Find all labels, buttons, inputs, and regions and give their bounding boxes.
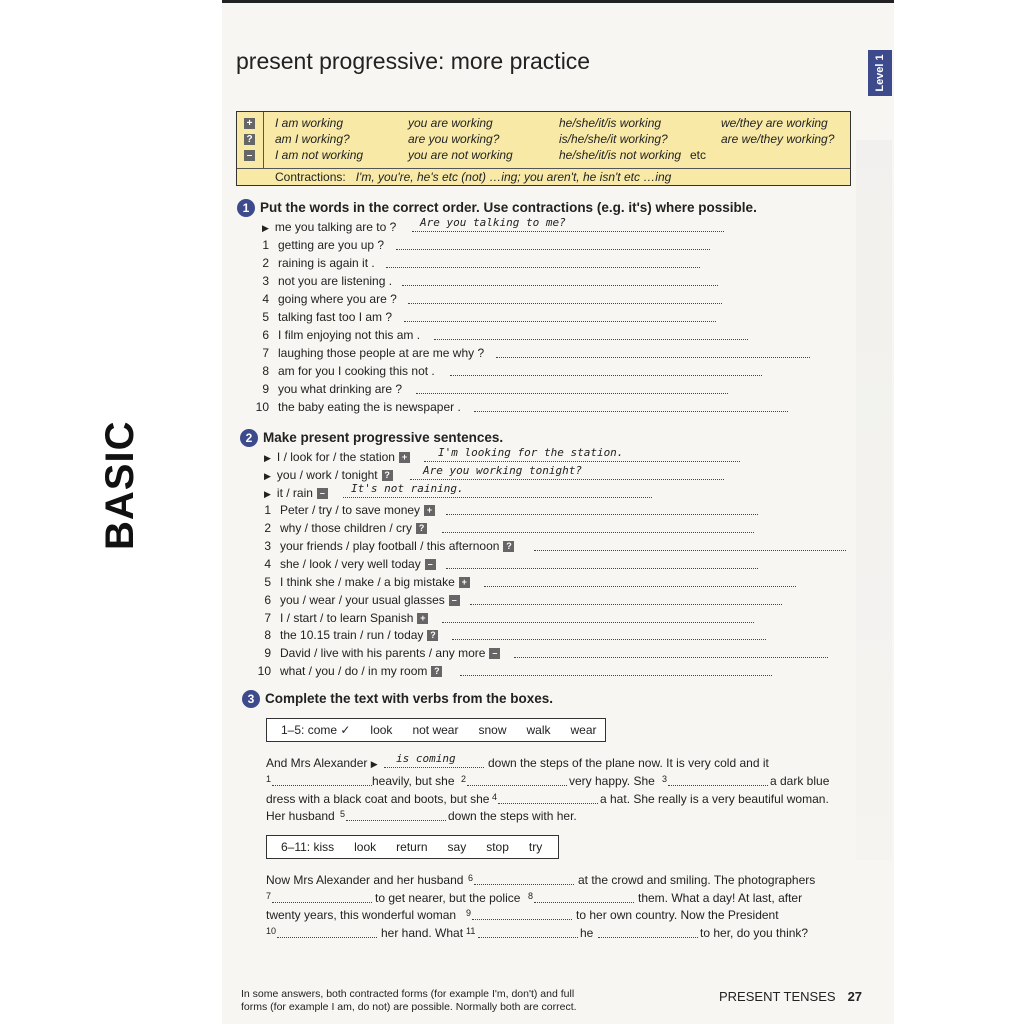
contractions-text: I'm, you're, he's etc (not) …ing; you aren't, he isn't etc …ing [355, 170, 672, 184]
item-number: 10 [257, 664, 271, 678]
answer-line[interactable] [416, 393, 728, 394]
answer-gap[interactable] [668, 785, 768, 786]
plus-marker-icon: + [417, 613, 428, 624]
word-box-1 [266, 718, 606, 742]
page-top-edge [222, 0, 894, 3]
gap-number: 7 [266, 891, 272, 901]
answer-line[interactable] [450, 375, 762, 376]
item-prompt-text: the 10.15 train / run / today [280, 628, 424, 642]
exercise-2-example [264, 486, 328, 500]
exercise-2-example [264, 468, 393, 482]
contractions-label: Contractions: [275, 170, 346, 184]
question-marker-icon: ? [427, 630, 438, 641]
item-prompt-text: you / wear / your usual glasses [280, 593, 445, 607]
answer-gap[interactable] [467, 785, 567, 786]
text-line [266, 756, 384, 770]
table-cell: am I working? [275, 132, 350, 146]
item-prompt [280, 557, 436, 571]
answer-line[interactable] [446, 514, 758, 515]
footer-note-line: In some answers, both contracted forms (for example I'm, don't) and full [241, 988, 575, 1000]
text-segment: very happy. She [569, 774, 655, 788]
question-marker-icon: ? [382, 470, 393, 481]
item-number: 6 [262, 328, 269, 342]
answer-gap[interactable] [498, 803, 598, 804]
item-prompt: I film enjoying not this am . [278, 328, 421, 342]
example-arrow-icon: ▶ [262, 223, 269, 233]
text-segment: dress with a black coat and boots, but she [266, 792, 490, 806]
item-number: 9 [262, 382, 269, 396]
text-segment: her hand. What [381, 926, 464, 940]
gap-number: 9 [466, 908, 472, 918]
item-prompt: the baby eating the is newspaper . [278, 400, 461, 414]
item-number: 4 [262, 292, 269, 306]
answer-line [384, 767, 484, 768]
item-prompt-text: I / start / to learn Spanish [280, 611, 414, 625]
plus-marker-icon: + [424, 505, 435, 516]
bleed-through-shadow [856, 140, 892, 860]
answer-line [412, 231, 724, 232]
text-segment: down the steps of the plane now. It is very cold and it [488, 756, 769, 770]
item-prompt-text: why / those children / cry [280, 521, 413, 535]
text-segment: Now Mrs Alexander and her husband [266, 873, 464, 887]
item-number: 8 [262, 364, 269, 378]
text-segment: twenty years, this wonderful woman [266, 908, 457, 922]
item-prompt-text: what / you / do / in my room [280, 664, 428, 678]
answer-line[interactable] [470, 604, 782, 605]
contractions-row [275, 170, 671, 184]
gap-number: 2 [461, 774, 467, 784]
item-number: 4 [264, 557, 271, 571]
item-prompt [280, 593, 460, 607]
word-box-item: return [396, 840, 428, 854]
table-cell: I am not working [275, 148, 364, 162]
level-tab [868, 50, 892, 96]
answer-line[interactable] [442, 622, 754, 623]
minus-marker-icon: – [317, 488, 328, 499]
answer-line[interactable] [514, 657, 828, 658]
item-prompt: laughing those people at are me why ? [278, 346, 485, 360]
example-answer: I'm looking for the station. [438, 446, 624, 459]
text-segment: at the crowd and smiling. The photographers [578, 873, 816, 887]
text-segment: a hat. She really is a very beautiful woman. [600, 792, 829, 806]
example-answer: Are you working tonight? [423, 464, 582, 477]
answer-gap[interactable] [598, 937, 698, 938]
table-cell: he/she/it/is working [559, 116, 662, 130]
text-segment: to get nearer, but the police [375, 891, 521, 905]
answer-line[interactable] [446, 568, 758, 569]
item-prompt: you what drinking are ? [278, 382, 403, 396]
gap-number: 5 [340, 809, 346, 819]
answer-line [343, 497, 652, 498]
exercise-1-number: 1 [237, 199, 255, 217]
answer-gap[interactable] [272, 785, 372, 786]
exercise-1-heading: Put the words in the correct order. Use contractions (e.g. it's) where possible. [260, 200, 757, 215]
answer-gap[interactable] [346, 820, 446, 821]
item-prompt [280, 646, 500, 660]
word-box-item: wear [570, 723, 597, 737]
example-answer: is coming [396, 752, 456, 765]
answer-line[interactable] [442, 532, 754, 533]
exercise-3-number: 3 [242, 690, 260, 708]
table-cell: you are not working [408, 148, 513, 162]
text-segment: them. What a day! At last, after [638, 891, 803, 905]
item-prompt [280, 611, 428, 625]
gap-number: 8 [528, 891, 534, 901]
item-prompt-text: Peter / try / to save money [280, 503, 421, 517]
example-answer: It's not raining. [351, 482, 464, 495]
section-name: PRESENT TENSES [719, 989, 836, 1004]
answer-line[interactable] [452, 639, 766, 640]
question-marker-icon: ? [416, 523, 427, 534]
answer-line [424, 461, 740, 462]
table-cell: I am working [275, 116, 344, 130]
item-number: 2 [262, 256, 269, 270]
answer-line[interactable] [396, 249, 710, 250]
page-number: 27 [847, 989, 863, 1004]
level-tab-label: Level 1 [874, 54, 886, 92]
text-segment: to her own country. Now the President [576, 908, 779, 922]
item-prompt [280, 575, 470, 589]
answer-line[interactable] [474, 411, 788, 412]
text-segment: he [580, 926, 594, 940]
answer-gap[interactable] [277, 937, 377, 938]
item-prompt [280, 628, 438, 642]
example-arrow-icon: ▶ [264, 471, 271, 481]
item-number: 3 [262, 274, 269, 288]
table-cell: is/he/she/it working? [559, 132, 668, 146]
item-prompt: talking fast too I am ? [278, 310, 393, 324]
item-number: 7 [264, 611, 271, 625]
answer-line[interactable] [386, 267, 700, 268]
table-cell: are we/they working? [721, 132, 835, 146]
text-segment: And Mrs Alexander [266, 756, 371, 770]
text-segment: a dark blue [770, 774, 830, 788]
answer-gap[interactable] [272, 902, 372, 903]
page-title: present progressive: more practice [236, 48, 591, 74]
answer-gap[interactable] [534, 902, 634, 903]
footer-note-line: forms (for example I am, do not) are possible. Normally both are correct. [241, 1001, 577, 1013]
word-box-item: walk [526, 723, 551, 737]
item-number: 2 [264, 521, 271, 535]
minus-marker-icon: – [489, 648, 500, 659]
answer-line[interactable] [496, 357, 810, 358]
gap-number: 1 [266, 774, 272, 784]
word-box-2 [266, 835, 559, 859]
text-segment: down the steps with her. [448, 809, 577, 823]
item-prompt: am for you I cooking this not . [278, 364, 435, 378]
item-prompt [280, 539, 514, 553]
plus-marker-icon: + [459, 577, 470, 588]
example-answer: Are you talking to me? [420, 216, 566, 229]
example-arrow-icon: ▶ [370, 759, 378, 769]
item-prompt [280, 503, 435, 517]
answer-gap[interactable] [478, 937, 578, 938]
answer-line[interactable] [434, 339, 748, 340]
word-box-item: try [528, 840, 543, 854]
word-box-item: 6–11: kiss [281, 840, 335, 854]
item-number: 1 [262, 238, 269, 252]
grammar-table [236, 111, 851, 186]
table-cell: etc [690, 148, 707, 162]
item-prompt: not you are listening . [278, 274, 393, 288]
footer-note [241, 988, 577, 1014]
gap-number: 4 [492, 792, 498, 802]
item-prompt-text: I think she / make / a big mistake [280, 575, 455, 589]
item-number: 5 [262, 310, 269, 324]
item-prompt-text: David / live with his parents / any more [280, 646, 486, 660]
gap-number: 3 [662, 774, 668, 784]
footer-section [719, 989, 862, 1004]
side-label: BASIC [98, 420, 142, 550]
answer-line[interactable] [408, 303, 722, 304]
example-prompt: me you talking are to ? [274, 220, 397, 234]
plus-marker-icon: + [244, 118, 255, 129]
answer-line[interactable] [460, 675, 772, 676]
answer-gap[interactable] [474, 884, 574, 885]
plus-marker-icon: + [399, 452, 410, 463]
item-number: 1 [264, 503, 271, 517]
item-prompt-text: your friends / play football / this afternoon [280, 539, 500, 553]
table-cell: he/she/it/is not working [559, 148, 682, 162]
table-cell: you are working [408, 116, 493, 130]
item-prompt: going where you are ? [278, 292, 397, 306]
item-prompt: raining is again it . [278, 256, 375, 270]
word-box-item: stop [486, 840, 509, 854]
word-box-item: not wear [412, 723, 459, 737]
item-number: 8 [264, 628, 271, 642]
minus-marker-icon: – [449, 595, 460, 606]
item-number: 3 [264, 539, 271, 553]
word-box-item: say [447, 840, 467, 854]
example-prompt: it / rain [276, 486, 313, 500]
text-segment: to her, do you think? [700, 926, 809, 940]
answer-gap[interactable] [472, 919, 572, 920]
minus-marker-icon: – [425, 559, 436, 570]
question-marker-icon: ? [503, 541, 514, 552]
table-divider [237, 168, 850, 169]
answer-line[interactable] [404, 321, 716, 322]
question-marker-icon: ? [431, 666, 442, 677]
exercise-3-heading: Complete the text with verbs from the boxes. [265, 691, 554, 706]
gap-number: 10 [266, 926, 277, 936]
item-number: 6 [264, 593, 271, 607]
answer-line [410, 479, 724, 480]
item-number: 9 [264, 646, 271, 660]
word-box-item: look [370, 723, 393, 737]
exercise-2-number: 2 [240, 429, 258, 447]
exercise-2-example [264, 450, 410, 464]
table-cell: we/they are working [721, 116, 828, 130]
example-arrow-icon: ▶ [264, 453, 271, 463]
text-segment: heavily, but she [372, 774, 455, 788]
text-segment: Her husband [266, 809, 335, 823]
answer-line[interactable] [402, 285, 718, 286]
exercise-2-heading: Make present progressive sentences. [263, 430, 504, 445]
gap-number: 6 [468, 873, 474, 883]
item-prompt-text: she / look / very well today [280, 557, 421, 571]
word-box-item: look [354, 840, 377, 854]
answer-line[interactable] [534, 550, 846, 551]
item-prompt [280, 521, 427, 535]
answer-line[interactable] [484, 586, 796, 587]
exercise-1-example [262, 220, 396, 234]
question-marker-icon: ? [244, 134, 255, 145]
word-box-item: 1–5: come ✓ [281, 723, 351, 737]
word-box-item: snow [478, 723, 507, 737]
item-prompt: getting are you up ? [278, 238, 385, 252]
item-number: 5 [264, 575, 271, 589]
example-prompt: I / look for / the station [276, 450, 395, 464]
gap-number: 11 [466, 926, 476, 936]
example-arrow-icon: ▶ [264, 489, 271, 499]
table-cell: are you working? [408, 132, 500, 146]
item-number: 7 [262, 346, 269, 360]
item-number: 10 [255, 400, 269, 414]
example-prompt: you / work / tonight [276, 468, 378, 482]
minus-marker-icon: – [244, 150, 255, 161]
item-prompt [280, 664, 442, 678]
